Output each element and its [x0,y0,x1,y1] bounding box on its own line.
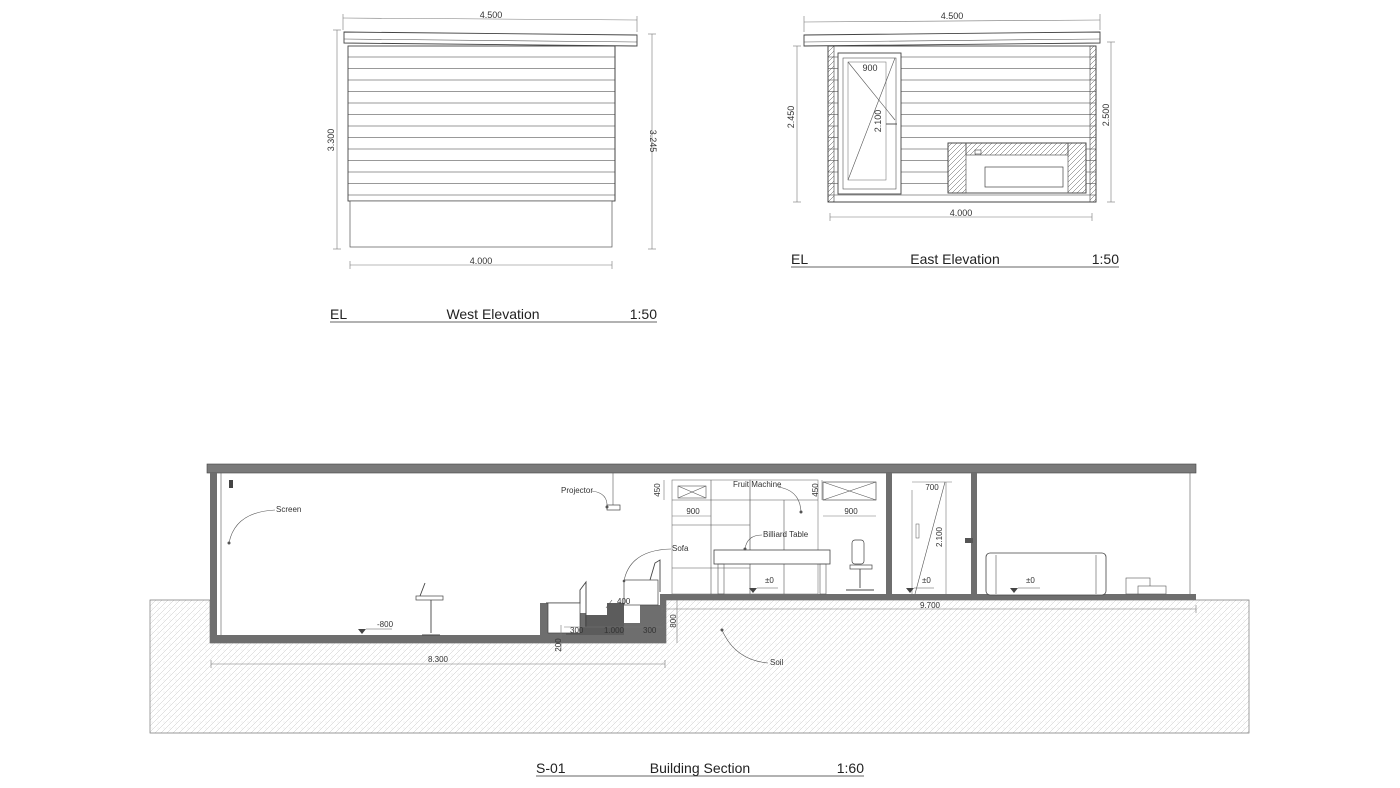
east-door-height: 2.100 [873,109,883,133]
west-foundation [350,201,612,247]
shower-room [906,482,973,594]
projector-label: Projector [561,486,594,495]
west-roof [344,32,637,46]
office-chair [846,540,874,590]
fruit-machine [733,480,803,514]
window-width-1: 900 [686,507,700,516]
level-zero-3: ±0 [1026,576,1035,585]
bar-stool [416,583,443,635]
level-zero-2: ±0 [922,576,931,585]
window-width-2: 900 [844,507,858,516]
roof-slab [207,464,1196,473]
door-height: 2.100 [935,526,944,548]
east-left-height: 2.450 [786,105,796,129]
east-code: EL [791,251,809,267]
section-title: Building Section [649,760,751,776]
step-2: 1.000 [603,626,625,635]
west-top-width: 4.500 [479,10,503,20]
east-title-block [791,251,1119,267]
west-title-block [330,306,657,322]
left-wall [210,473,217,643]
west-scale: 1:50 [629,306,657,322]
east-left-dimension [786,46,801,202]
fruit-machine-label: Fruit Machine [733,480,782,489]
section-scale: 1:60 [836,760,864,776]
step-1: 300 [570,626,584,635]
step-depth: 800 [669,614,678,628]
width-upper: 9.700 [919,601,941,610]
west-right-dimension [648,34,658,249]
partition-wall-1 [886,473,892,594]
section-code: S-01 [536,760,566,776]
projector [561,473,620,510]
east-scale: 1:50 [1091,251,1119,267]
east-elevation [786,11,1119,267]
building-section [150,464,1249,776]
screen [228,480,302,545]
window-height-2: 450 [811,483,820,497]
section-title-block [536,760,864,776]
east-bottom-dimension [830,208,1092,221]
east-right-dimension [1101,42,1115,202]
level-zero-1: ±0 [765,576,774,585]
window-height-1: 450 [653,483,662,497]
east-top-width: 4.500 [940,11,964,21]
soil-label: Soil [770,658,784,667]
width-lower: 8.300 [427,655,449,664]
east-door-width: 900 [862,63,878,73]
west-bottom-dimension [350,256,612,269]
door-width: 700 [925,483,939,492]
west-elevation [326,10,658,322]
level-lower: -800 [377,620,394,629]
hot-tub-room [986,553,1166,595]
west-left-height: 3.300 [326,128,336,152]
west-code: EL [330,306,348,322]
step-3: 300 [643,626,657,635]
east-top-dimension [804,11,1100,32]
step-rise: 400 [617,597,631,606]
east-door [838,53,901,194]
west-bottom-width: 4.000 [469,256,493,266]
soil-mass [150,600,1249,733]
slab-depth: 200 [554,638,563,652]
west-cladding [348,46,615,201]
level-marker-game-room [749,576,778,593]
west-top-dimension [343,10,637,32]
west-left-dimension [326,30,341,249]
sofa-label: Sofa [672,544,689,553]
east-hot-tub [948,143,1086,193]
east-title: East Elevation [910,251,1000,267]
upper-floor-slab [660,594,1196,600]
east-right-height: 2.500 [1101,103,1111,127]
partition-wall-2 [971,473,977,594]
east-roof [804,32,1100,46]
west-right-height: 3.245 [648,129,658,153]
billiard-table-label: Billiard Table [763,530,809,539]
screen-label: Screen [276,505,302,514]
east-bottom-width: 4.000 [949,208,973,218]
level-marker-lower [358,620,394,634]
west-title: West Elevation [446,306,540,322]
